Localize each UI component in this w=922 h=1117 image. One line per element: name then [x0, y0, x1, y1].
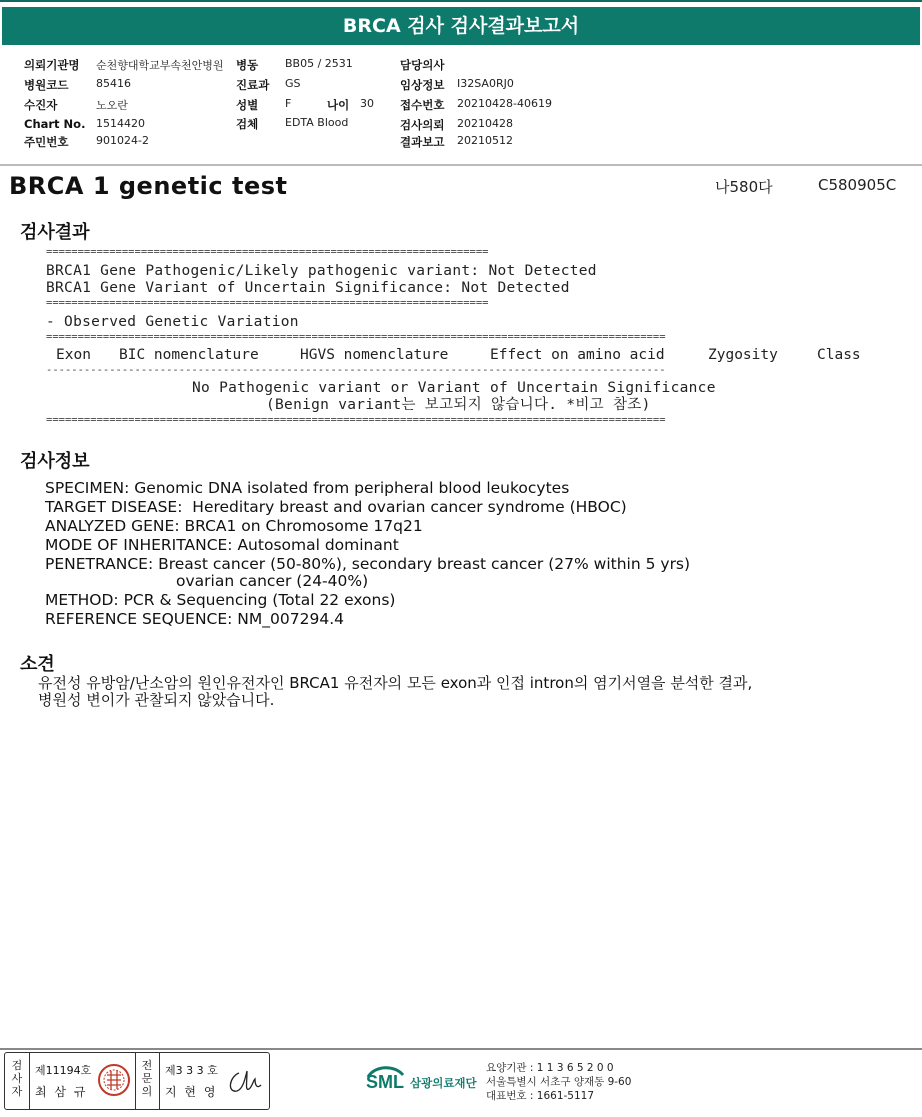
hospital-value: 순천향대학교부속천안병원 — [96, 59, 224, 72]
sex-value: F — [285, 97, 292, 110]
age-label: 나이 — [327, 98, 350, 112]
sig-divider-3 — [159, 1053, 160, 1109]
hospital-code-value: 85416 — [96, 77, 131, 90]
report-banner: BRCA 검사 검사결과보고서 — [2, 7, 920, 45]
patient-header — [0, 54, 922, 164]
inspector-label: 검사자 — [11, 1059, 23, 1098]
no-variant-line-2: (Benign variant는 보고되지 않습니다. *비고 참조) — [266, 397, 651, 413]
resident-no-label: 주민번호 — [24, 135, 69, 149]
opinion-line-2: 병원성 변이가 관찰되지 않았습니다. — [38, 691, 275, 709]
col-hgvs: HGVS nomenclature — [300, 347, 449, 363]
doctor-label: 담당의사 — [400, 58, 445, 72]
vus-result: BRCA1 Gene Variant of Uncertain Significance: Not Detected — [46, 280, 570, 296]
info-target: TARGET DISEASE: Hereditary breast and ovarian cancer syndrome (HBOC) — [45, 498, 627, 516]
hospital-label: 의뢰기관명 — [24, 58, 80, 72]
info-specimen: SPECIMEN: Genomic DNA isolated from peripheral blood leukocytes — [45, 479, 570, 497]
clinical-info-value: I32SA0RJ0 — [457, 77, 514, 90]
equals-rule-1: ====================================================================== — [46, 248, 489, 258]
observed-variation: - Observed Genetic Variation — [46, 314, 299, 330]
ward-value: BB05 / 2531 — [285, 57, 353, 70]
chart-no-value: 1514420 — [96, 117, 145, 130]
specimen-value: EDTA Blood — [285, 116, 349, 129]
opinion-heading: 소견 — [20, 654, 55, 675]
report-title: BRCA 1 genetic test — [9, 172, 288, 200]
info-penetrance-2: ovarian cancer (24-40%) — [176, 572, 369, 590]
hospital-code-label: 병원코드 — [24, 78, 69, 92]
header-divider — [0, 164, 922, 166]
report-date-value: 20210512 — [457, 134, 513, 147]
patient-label: 수진자 — [24, 98, 58, 112]
report-date-label: 결과보고 — [400, 135, 445, 149]
specimen-label: 검체 — [236, 117, 259, 131]
org-code: 요양기관 : 1 1 3 6 5 2 0 0 — [486, 1062, 614, 1074]
resident-no-value: 901024-2 — [96, 134, 149, 147]
col-exon: Exon — [56, 347, 91, 363]
department-value: GS — [285, 77, 301, 90]
seal-icon — [97, 1063, 131, 1097]
equals-rule-4: ================================================================================================== — [46, 416, 666, 426]
col-bic: BIC nomenclature — [119, 347, 259, 363]
sig-divider-1 — [29, 1053, 30, 1109]
signature-box — [4, 1052, 270, 1110]
sex-label: 성별 — [236, 98, 259, 112]
opinion-line-1: 유전성 유방암/난소암의 원인유전자인 BRCA1 유전자의 모든 exon과 인접 intron의 염기서열을 분석한 결과, — [38, 674, 753, 692]
ward-label: 병동 — [236, 58, 259, 72]
info-method: METHOD: PCR & Sequencing (Total 22 exons) — [45, 591, 396, 609]
signature-icon — [225, 1065, 265, 1099]
doctor-title-label: 전문의 — [141, 1059, 153, 1098]
test-code: C580905C — [818, 176, 897, 194]
footer-divider — [0, 1048, 922, 1050]
sig-divider-2 — [135, 1053, 136, 1109]
request-date-value: 20210428 — [457, 117, 513, 130]
chart-no-label: Chart No. — [24, 117, 86, 131]
col-zygosity: Zygosity — [708, 347, 778, 363]
info-penetrance-1: PENETRANCE: Breast cancer (50-80%), secondary breast cancer (27% within 5 yrs) — [45, 555, 691, 573]
patient-value: 노오란 — [96, 99, 128, 112]
col-class: Class — [817, 347, 861, 363]
age-value: 30 — [360, 97, 374, 110]
department-label: 진료과 — [236, 78, 270, 92]
equals-rule-3: ================================================================================================== — [46, 333, 666, 343]
inspector-license: 제11194호 — [35, 1064, 92, 1077]
org-address: 서울특별시 서초구 양재동 9-60 — [486, 1076, 632, 1088]
doctor-license: 제3 3 3 호 — [165, 1064, 218, 1077]
request-date-label: 검사의뢰 — [400, 118, 445, 132]
equals-rule-2: ====================================================================== — [46, 299, 489, 309]
col-effect: Effect on amino acid — [490, 347, 665, 363]
insurance-code: 나580다 — [715, 178, 773, 196]
info-reference: REFERENCE SEQUENCE: NM_007294.4 — [45, 610, 344, 628]
doctor-name: 지 현 영 — [165, 1085, 218, 1099]
clinical-info-label: 임상정보 — [400, 78, 445, 92]
org-name: 삼광의료재단 — [410, 1076, 477, 1090]
receipt-no-value: 20210428-40619 — [457, 97, 552, 110]
no-variant-line-1: No Pathogenic variant or Variant of Uncertain Significance — [192, 380, 716, 396]
dash-rule: -------------------------------------------------------------------------------------------------- — [46, 366, 666, 376]
info-gene: ANALYZED GENE: BRCA1 on Chromosome 17q21 — [45, 517, 423, 535]
pathogenic-result: BRCA1 Gene Pathogenic/Likely pathogenic variant: Not Detected — [46, 263, 597, 279]
inspector-name: 최 삼 규 — [35, 1085, 88, 1099]
result-heading: 검사결과 — [20, 222, 90, 243]
info-inheritance: MODE OF INHERITANCE: Autosomal dominant — [45, 536, 399, 554]
org-info — [486, 1061, 631, 1103]
receipt-no-label: 접수번호 — [400, 98, 445, 112]
org-phone: 대표번호 : 1661-5117 — [486, 1090, 595, 1102]
top-rule — [0, 0, 922, 2]
info-heading: 검사정보 — [20, 451, 90, 472]
sml-logo-text: SML — [366, 1072, 404, 1092]
